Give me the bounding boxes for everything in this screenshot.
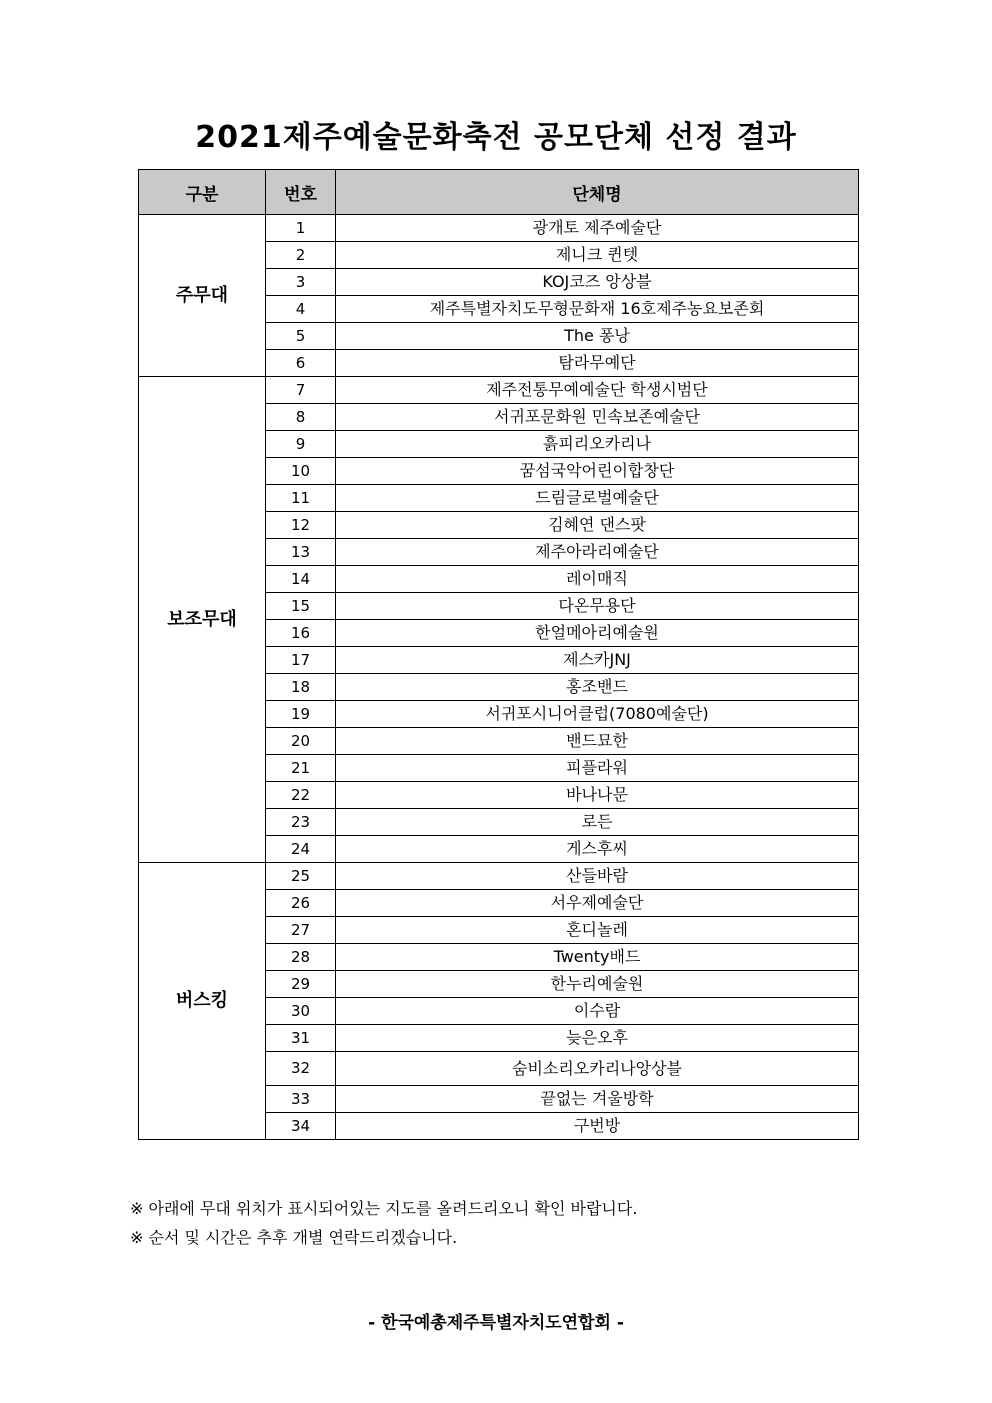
number-cell: 15 [266,593,336,620]
category-cell: 보조무대 [139,377,266,863]
group-name-cell: 김혜연 댄스팟 [336,512,859,539]
number-cell: 25 [266,863,336,890]
number-cell: 2 [266,242,336,269]
number-cell: 29 [266,971,336,998]
number-cell: 4 [266,296,336,323]
number-cell: 5 [266,323,336,350]
group-name-cell: 피플라워 [336,755,859,782]
group-name-cell: 서우제예술단 [336,890,859,917]
number-cell: 9 [266,431,336,458]
group-name-cell: 늦은오후 [336,1025,859,1052]
header-name: 단체명 [336,170,859,215]
group-name-cell: 혼디놀레 [336,917,859,944]
number-cell: 10 [266,458,336,485]
number-cell: 32 [266,1052,336,1086]
group-name-cell: 구번방 [336,1113,859,1140]
category-cell: 버스킹 [139,863,266,1140]
table-row [139,377,859,404]
table-body [139,215,859,1140]
number-cell: 3 [266,269,336,296]
number-cell: 21 [266,755,336,782]
group-name-cell: KOJ코즈 앙상블 [336,269,859,296]
group-name-cell: Twenty배드 [336,944,859,971]
number-cell: 1 [266,215,336,242]
group-name-cell: 이수람 [336,998,859,1025]
group-name-cell: 한누리예술원 [336,971,859,998]
group-name-cell: 제스카JNJ [336,647,859,674]
group-name-cell: 광개토 제주예술단 [336,215,859,242]
table-header-row [139,170,859,215]
number-cell: 12 [266,512,336,539]
group-name-cell: 제주아라리예술단 [336,539,859,566]
number-cell: 14 [266,566,336,593]
category-cell: 주무대 [139,215,266,377]
group-name-cell: 다온무용단 [336,593,859,620]
number-cell: 19 [266,701,336,728]
number-cell: 6 [266,350,336,377]
group-name-cell: 홍조밴드 [336,674,859,701]
group-name-cell: 끝없는 겨울방학 [336,1086,859,1113]
number-cell: 11 [266,485,336,512]
number-cell: 13 [266,539,336,566]
footer-organization: - 한국예총제주특별자치도연합회 - [368,1313,624,1333]
group-name-cell: 흙피리오카리나 [336,431,859,458]
group-name-cell: 제주특별자치도무형문화재 16호제주농요보존회 [336,296,859,323]
group-name-cell: 게스후씨 [336,836,859,863]
number-cell: 16 [266,620,336,647]
number-cell: 28 [266,944,336,971]
number-cell: 30 [266,998,336,1025]
number-cell: 27 [266,917,336,944]
group-name-cell: 밴드묘한 [336,728,859,755]
group-name-cell: 레이매직 [336,566,859,593]
note-line: ※ 순서 및 시간은 추후 개별 연락드리겠습니다. [130,1228,458,1247]
group-name-cell: 서귀포시니어클럽(7080예술단) [336,701,859,728]
group-name-cell: 로든 [336,809,859,836]
group-name-cell: 바나나문 [336,782,859,809]
number-cell: 7 [266,377,336,404]
group-name-cell: 산들바람 [336,863,859,890]
number-cell: 24 [266,836,336,863]
group-name-cell: 숨비소리오카리나앙상블 [336,1052,859,1086]
group-name-cell: 제니크 퀸텟 [336,242,859,269]
number-cell: 8 [266,404,336,431]
number-cell: 23 [266,809,336,836]
table-row [139,863,859,890]
group-name-cell: 꿈섬국악어린이합창단 [336,458,859,485]
number-cell: 33 [266,1086,336,1113]
number-cell: 22 [266,782,336,809]
number-cell: 26 [266,890,336,917]
group-name-cell: 드림글로벌예술단 [336,485,859,512]
group-name-cell: The 퐁낭 [336,323,859,350]
table-row [139,215,859,242]
note-line: ※ 아래에 무대 위치가 표시되어있는 지도를 올려드리오니 확인 바랍니다. [130,1199,638,1218]
group-name-cell: 제주전통무예예술단 학생시범단 [336,377,859,404]
group-name-cell: 한얼메아리예술원 [336,620,859,647]
header-number: 번호 [266,170,336,215]
number-cell: 34 [266,1113,336,1140]
group-name-cell: 서귀포문화원 민속보존예술단 [336,404,859,431]
number-cell: 18 [266,674,336,701]
group-name-cell: 탐라무예단 [336,350,859,377]
notes [130,1194,637,1252]
number-cell: 20 [266,728,336,755]
header-category: 구분 [139,170,266,215]
number-cell: 17 [266,647,336,674]
page-title: 2021제주예술문화축전 공모단체 선정 결과 [195,120,797,155]
number-cell: 31 [266,1025,336,1052]
results-table [138,169,859,1140]
